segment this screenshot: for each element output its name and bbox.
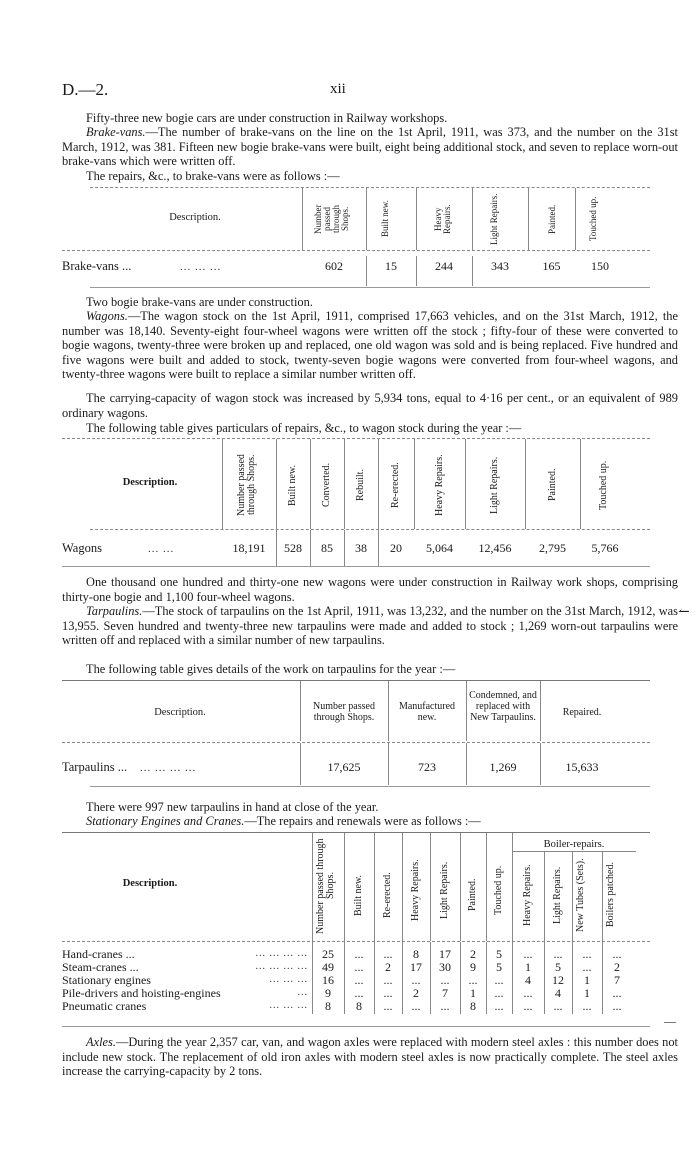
crane-cell: 5 — [496, 947, 502, 961]
crane-cell: ... — [383, 973, 393, 987]
para-wagon-intro: The following table gives particulars of repairs, &c., to wagon stock during the year :— — [86, 421, 522, 435]
wagon-val-shops: 18,191 — [232, 541, 266, 555]
brake-col-heavy: Heavy Repairs. — [433, 204, 452, 234]
wagon-val-light: 12,456 — [478, 541, 512, 555]
margin-dash: — — [664, 1014, 676, 1028]
crane-row-label: Steam-cranes ... — [62, 960, 139, 974]
crane-row-label: Hand-cranes ... — [62, 947, 135, 961]
brake-col-built: Built new. — [380, 200, 390, 238]
crane-cell: 7 — [614, 973, 620, 987]
tarpaulins-text: —The stock of tarpaulins on the 1st April, 1911, was 13,232, and the number on the 31st March, 1912, was 13,955. Seven hundred and twenty-three new tarpaulins were made and added to stock ; 1,269 worn-out tarpaulins were written off and replaced with a similar number of new tarpaulins. — [62, 604, 678, 647]
brake-desc-header: Description. — [169, 212, 221, 223]
para-axles — [62, 1035, 678, 1079]
wagon-col-reerected: Re-erected. — [390, 462, 401, 508]
tarp-col-condemned: Condemned, and replaced with New Tarpaulins. — [469, 690, 537, 723]
crane-cell: 2 — [413, 986, 419, 1000]
crane-cell: 8 — [325, 999, 331, 1013]
crane-col-heavy: Heavy Repairs. — [410, 859, 421, 921]
crane-cell: 16 — [322, 973, 334, 987]
tarp-col-manufactured: Manufactured new. — [398, 701, 456, 723]
crane-cell: ... — [411, 999, 421, 1013]
margin-mark: ↼ — [678, 605, 690, 620]
crane-cell: ... — [553, 999, 563, 1013]
crane-cell: 8 — [470, 999, 476, 1013]
crane-cell: ... — [354, 947, 364, 961]
crane-cell: ... — [383, 986, 393, 1000]
crane-cell: 1 — [525, 960, 531, 974]
crane-col-touched: Touched up. — [493, 865, 504, 915]
tarp-val-condemned: 1,269 — [489, 760, 517, 774]
crane-cell: ... — [612, 947, 622, 961]
crane-group-header: Boiler-repairs. — [543, 839, 605, 850]
crane-cell: ... — [523, 999, 533, 1013]
crane-cell: 25 — [322, 947, 334, 961]
wagon-val-reerected: 20 — [390, 541, 402, 555]
brake-col-light: Light Repairs. — [489, 193, 499, 245]
crane-cell: ... — [354, 986, 364, 1000]
para-bogie-cars: Fifty-three new bogie cars are under construction in Railway workshops. — [86, 111, 448, 125]
engines-text: —The repairs and renewals were as follows :— — [244, 814, 481, 828]
brake-col-touched: Touched up. — [588, 196, 598, 242]
wagon-col-touched: Touched up. — [598, 460, 609, 510]
crane-row-label: Pneumatic cranes — [62, 999, 147, 1013]
crane-cell: 7 — [442, 986, 448, 1000]
crane-col-painted: Painted. — [467, 878, 478, 912]
brake-vans-text: —The number of brake-vans on the line on the 1st April, 1911, was 373, and the number on the 31st March, 1912, was 381. Fifteen new bogie brake-vans were built, eight being additional stock, and seven to replace worn-out brake-vans which were written off. — [62, 125, 678, 168]
brake-val-painted: 165 — [542, 259, 561, 273]
tarp-col-shops: Number passed through Shops. — [313, 701, 375, 723]
tarp-val-manufactured: 723 — [418, 760, 436, 774]
para-tarp-hand: There were 997 new tarpaulins in hand at close of the year. — [86, 800, 379, 814]
crane-cell: ... — [523, 947, 533, 961]
para-brake-intro: The repairs, &c., to brake-vans were as follows :— — [86, 169, 340, 183]
crane-cell: 4 — [555, 986, 561, 1000]
crane-cell: 1 — [470, 986, 476, 1000]
wagon-col-rebuilt: Rebuilt. — [355, 469, 366, 501]
crane-cell: 9 — [470, 960, 476, 974]
wagon-col-shops: Number passed through Shops. — [236, 454, 257, 516]
crane-row-dots: ... ... ... ... — [255, 961, 308, 972]
crane-row-dots: ... ... ... — [269, 974, 308, 985]
engines-heading: Stationary Engines and Cranes. — [86, 814, 245, 828]
para-bogie-brake: Two bogie brake-vans are under construction. — [86, 295, 313, 309]
para-wagons — [62, 309, 678, 382]
para-tarpaulins — [62, 604, 678, 648]
brake-val-built: 15 — [385, 259, 397, 273]
crane-cell: 1 — [584, 986, 590, 1000]
crane-cell: ... — [612, 986, 622, 1000]
brake-col-shops: Number passed through Shops. — [313, 204, 350, 234]
wagon-row-label: Wagons — [62, 541, 102, 555]
wagons-text: —The wagon stock on the 1st April, 1911, comprised 17,663 vehicles, and on the 31st March, 1912, the number was 18,140. Seventy-eight four-wheel wagons were written off the stock ; fifty-four of these were converted to bogie wagons, twenty-three were broken up and replaced, one old wagon was sold and is being replaced. Five hundred and five wagons were built and added to stock, twenty-seven bogie wagons were converted from four-wheel wagons, and twenty-three wagons were built to replace a similar number written off. — [62, 309, 678, 381]
wagon-val-built: 528 — [284, 541, 302, 555]
crane-cell: 30 — [439, 960, 451, 974]
tarp-row-dots: ... ... ... ... — [140, 762, 197, 774]
crane-cell: ... — [494, 973, 504, 987]
crane-cell: 49 — [322, 960, 334, 974]
tarp-val-shops: 17,625 — [327, 760, 361, 774]
crane-col-boiler-heavy: Heavy Repairs. — [522, 864, 533, 926]
crane-cell: ... — [494, 999, 504, 1013]
page-number: xii — [330, 81, 346, 97]
crane-cell: 8 — [413, 947, 419, 961]
tarp-row-label: Tarpaulins ... — [62, 760, 128, 774]
crane-cell: 2 — [470, 947, 476, 961]
wagon-col-painted: Painted. — [546, 468, 558, 502]
brake-val-touched: 150 — [591, 259, 609, 273]
tarp-col-repaired: Repaired. — [562, 707, 602, 718]
wagon-col-converted: Converted. — [321, 462, 332, 508]
axles-heading: Axles. — [86, 1035, 116, 1049]
brake-val-light: 343 — [491, 259, 509, 273]
para-tarp-intro: The following table gives details of the work on tarpaulins for the year :— — [86, 662, 456, 676]
crane-cell: ... — [411, 973, 421, 987]
crane-cell: 9 — [325, 986, 331, 1000]
wagon-desc-header: Description. — [122, 477, 178, 488]
crane-cell: ... — [468, 973, 478, 987]
wagon-val-touched: 5,766 — [591, 541, 619, 555]
crane-cell: ... — [553, 947, 563, 961]
crane-cell: ... — [582, 947, 592, 961]
crane-col-boiler-light: Light Repairs. — [552, 866, 563, 924]
crane-row-label: Stationary engines — [62, 973, 151, 987]
crane-cell: 5 — [555, 960, 561, 974]
crane-cell: ... — [440, 999, 450, 1013]
document-code: D.—2. — [62, 80, 109, 99]
crane-col-new-tubes: New Tubes (Sets). — [575, 858, 586, 932]
wagon-val-painted: 2,795 — [539, 541, 566, 555]
crane-col-shops: Number passed through Shops. — [315, 838, 336, 934]
wagon-val-converted: 85 — [321, 541, 333, 555]
brake-vans-heading: Brake-vans. — [86, 125, 146, 139]
crane-row-dots: ... ... ... — [269, 1000, 308, 1011]
brake-row-dots: ... ... ... — [180, 261, 222, 273]
crane-col-boilers-patched: Boilers patched. — [605, 862, 616, 928]
crane-row-label: Pile-drivers and hoisting-engines — [62, 986, 221, 1000]
crane-cell: 5 — [496, 960, 502, 974]
crane-cell: ... — [354, 973, 364, 987]
para-brake-vans — [62, 125, 678, 169]
crane-cell: ... — [354, 960, 364, 974]
crane-col-light: Light Repairs. — [439, 861, 450, 919]
crane-col-built: Built new. — [353, 874, 364, 916]
crane-cell: 12 — [552, 973, 564, 987]
crane-cell: 17 — [439, 947, 451, 961]
crane-cell: 8 — [356, 999, 362, 1013]
tarp-val-repaired: 15,633 — [565, 760, 599, 774]
wagon-col-built: Built new. — [287, 464, 298, 506]
crane-row-dots: ... — [297, 987, 308, 998]
tarp-desc-header: Description. — [154, 707, 206, 718]
crane-cell: ... — [582, 960, 592, 974]
para-engines — [62, 814, 678, 829]
para-carrying: The carrying-capacity of wagon stock was increased by 5,934 tons, equal to 4·16 per cent., or an equivalent of 989 ordinary wagons. — [62, 391, 678, 420]
crane-cell: 4 — [525, 973, 531, 987]
crane-cell: 17 — [410, 960, 422, 974]
brake-col-painted: Painted. — [547, 204, 557, 234]
crane-cell: ... — [582, 999, 592, 1013]
crane-cell: 1 — [584, 973, 590, 987]
wagon-val-heavy: 5,064 — [426, 541, 453, 555]
tarpaulins-heading: Tarpaulins. — [86, 604, 143, 618]
wagon-col-light: Light Repairs. — [489, 456, 500, 514]
wagon-row-dots: ... ... — [148, 543, 175, 555]
brake-row-label: Brake-vans ... — [62, 259, 132, 273]
axles-text: —During the year 2,357 car, van, and wagon axles were replaced with modern steel axles : this number does not include new stock. The replacement of old iron axles with modern steel axles is now practically complete. The steel axles increase the carrying-capacity by 2 tons. — [62, 1035, 678, 1078]
crane-cell: ... — [523, 986, 533, 1000]
crane-row-dots: ... ... ... ... — [255, 948, 308, 959]
wagons-heading: Wagons. — [86, 309, 128, 323]
crane-cell: ... — [494, 986, 504, 1000]
crane-cell: ... — [383, 999, 393, 1013]
crane-cell: ... — [612, 999, 622, 1013]
crane-cell: 2 — [385, 960, 391, 974]
crane-col-reerected: Re-erected. — [382, 872, 393, 918]
para-new-wagons: One thousand one hundred and thirty-one new wagons were under construction in Railway work shops, comprising thirty-one bogie and 1,100 four-wheel wagons. — [62, 575, 678, 604]
wagon-val-rebuilt: 38 — [355, 541, 367, 555]
crane-cell: ... — [440, 973, 450, 987]
crane-cell: ... — [383, 947, 393, 961]
brake-val-shops: 602 — [325, 259, 343, 273]
crane-desc-header: Description. — [122, 878, 178, 889]
crane-cell: 2 — [614, 960, 620, 974]
wagon-col-heavy: Heavy Repairs. — [433, 454, 445, 516]
brake-val-heavy: 244 — [435, 259, 453, 273]
